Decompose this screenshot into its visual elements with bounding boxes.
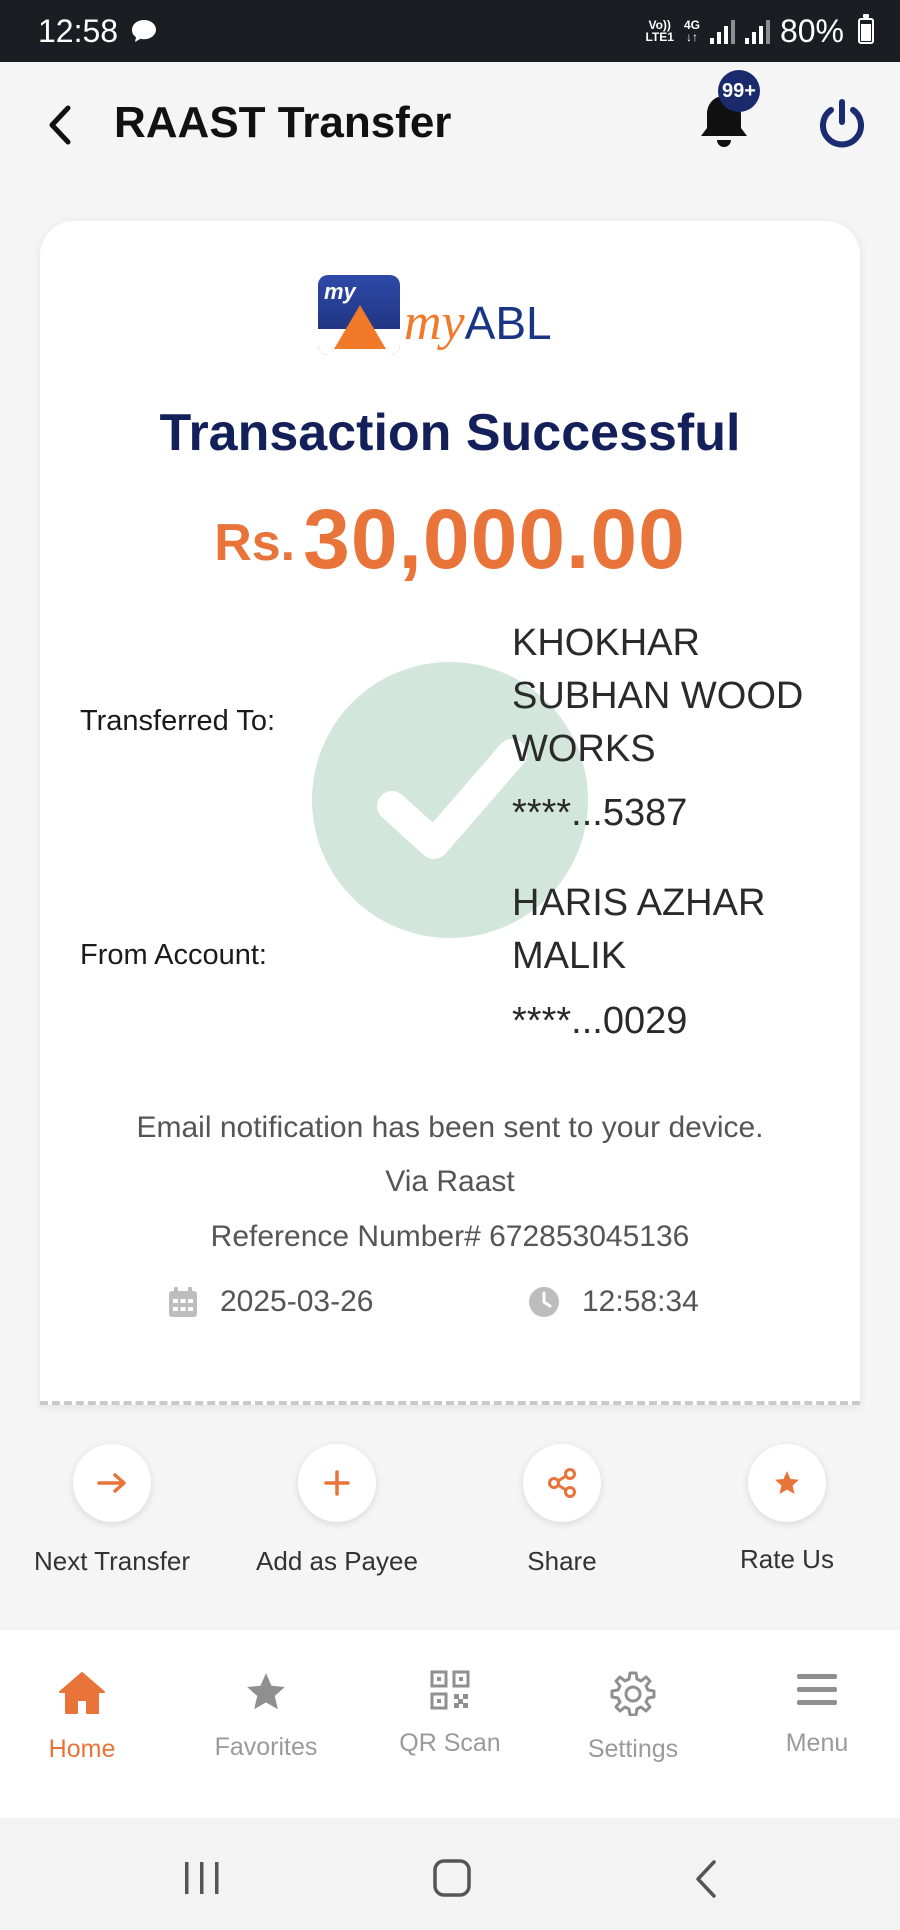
- hamburger-icon: [795, 1670, 839, 1710]
- share-label: Share: [527, 1546, 597, 1576]
- email-note: Email notification has been sent to your device.: [136, 1111, 764, 1144]
- system-navigation-bar: [0, 1818, 900, 1930]
- clock-icon: [528, 1286, 560, 1318]
- notification-badge: 99+: [718, 70, 760, 112]
- status-time: 12:58: [38, 12, 119, 49]
- nav-qr-scan[interactable]: QR Scan: [370, 1670, 530, 1758]
- app-header: [0, 62, 900, 192]
- transferred-to-label: Transferred To:: [80, 705, 276, 737]
- bottom-navigation: [0, 1630, 900, 1818]
- status-bar: [0, 0, 900, 62]
- from-account-label: From Account:: [80, 939, 267, 971]
- home-icon: [57, 1670, 107, 1716]
- receipt-card: [40, 221, 860, 1405]
- nav-home[interactable]: Home: [2, 1670, 162, 1764]
- home-button-icon[interactable]: [432, 1858, 472, 1898]
- logo-mark: my: [318, 275, 400, 355]
- battery-icon: [858, 18, 874, 44]
- myabl-logo: [318, 275, 582, 361]
- back-nav-icon[interactable]: [692, 1858, 720, 1900]
- recent-apps-icon[interactable]: [182, 1860, 222, 1896]
- page-title: RAAST Transfer: [114, 98, 452, 147]
- back-arrow-icon[interactable]: [40, 100, 80, 150]
- qr-icon: [430, 1670, 470, 1710]
- reference-number: Reference Number# 672853045136: [210, 1220, 690, 1253]
- from-account-number: ****...0029: [512, 1000, 688, 1042]
- amount-value: 30,000.00: [303, 492, 686, 586]
- network-indicator: 4G ↓↑: [683, 18, 700, 44]
- share-icon: [547, 1468, 577, 1498]
- logo-wordmark: myABL: [404, 294, 552, 351]
- add-as-payee-label: Add as Payee: [256, 1546, 418, 1576]
- date-row: [168, 1285, 373, 1319]
- chat-bubble-icon: [130, 18, 158, 44]
- success-title: Transaction Successful: [159, 404, 741, 462]
- volte-indicator: Vo)) LTE1: [645, 18, 674, 44]
- next-transfer-button[interactable]: [17, 1444, 207, 1577]
- rate-us-button[interactable]: [692, 1444, 882, 1575]
- transferred-to-account: ****...5387: [512, 792, 688, 834]
- power-icon[interactable]: [816, 98, 868, 150]
- arrow-right-icon: [97, 1472, 127, 1494]
- nav-settings[interactable]: Settings: [553, 1670, 713, 1764]
- channel-text: Via Raast: [385, 1165, 515, 1198]
- amount-display: [40, 491, 860, 588]
- nav-favorites[interactable]: Favorites: [186, 1670, 346, 1762]
- transaction-date: 2025-03-26: [220, 1285, 374, 1318]
- signal-icon: [710, 18, 735, 44]
- gear-icon: [610, 1670, 656, 1716]
- transferred-to-name: KHOKHAR SUBHAN WOOD WORKS: [512, 622, 804, 770]
- calendar-icon: [168, 1286, 198, 1318]
- star-icon: [773, 1469, 801, 1497]
- add-as-payee-button[interactable]: [242, 1444, 432, 1577]
- plus-icon: [324, 1470, 350, 1496]
- currency-label: Rs.: [214, 514, 296, 572]
- rate-us-label: Rate Us: [740, 1544, 834, 1574]
- nav-menu[interactable]: Menu: [737, 1670, 897, 1758]
- battery-percent: 80%: [779, 12, 844, 49]
- from-account-name: HARIS AZHAR MALIK: [512, 882, 766, 977]
- share-button[interactable]: [467, 1444, 657, 1577]
- time-row: [528, 1285, 699, 1319]
- transaction-time: 12:58:34: [582, 1285, 699, 1318]
- signal-icon-2: [745, 18, 770, 44]
- star-icon: [244, 1670, 288, 1714]
- next-transfer-label: Next Transfer: [33, 1546, 191, 1576]
